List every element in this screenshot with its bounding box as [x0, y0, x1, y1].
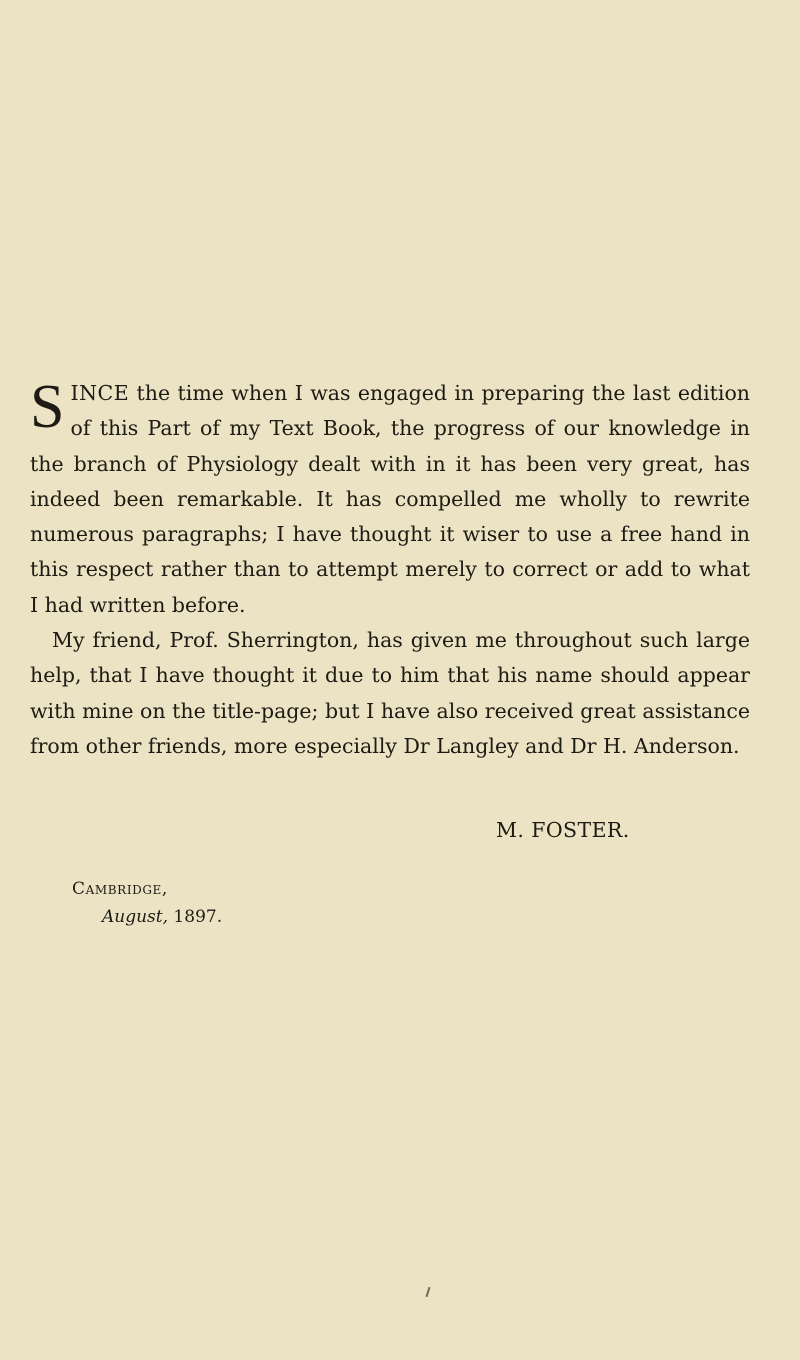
- paragraph-second: My friend, Prof. Sherrington, has given me throughout such large help, that I have thought it due to him that his name should appear with mine on the title-page; but I have also received great assistance from other friends, more especially Dr Langley and Dr H. Anderson.: [30, 628, 750, 758]
- paragraph-lead-word: INCE: [70, 381, 130, 405]
- paragraph-first: [30, 373, 750, 623]
- author-signature: M. FOSTER.: [496, 818, 630, 842]
- date-year: 1897.: [168, 907, 223, 927]
- date-month: August,: [102, 907, 169, 927]
- place-line: Cambridge,: [72, 879, 168, 899]
- paragraph-first-body: the time when I was engaged in preparing the last edition of this Part of my Text Book, the progress of our knowledge in the branch of Physiology dealt with in it has been very great, has indeed been remarkable. It has compelled me wholly to rewrite numerous paragraphs; I have thought it wiser to use a free hand in this respect rather than to attempt merely to correct or add to what I had written before.: [30, 381, 750, 617]
- preface-text: [30, 373, 750, 764]
- drop-cap: S: [30, 373, 65, 441]
- date-line: [102, 904, 222, 930]
- paper-speck: [426, 1287, 431, 1297]
